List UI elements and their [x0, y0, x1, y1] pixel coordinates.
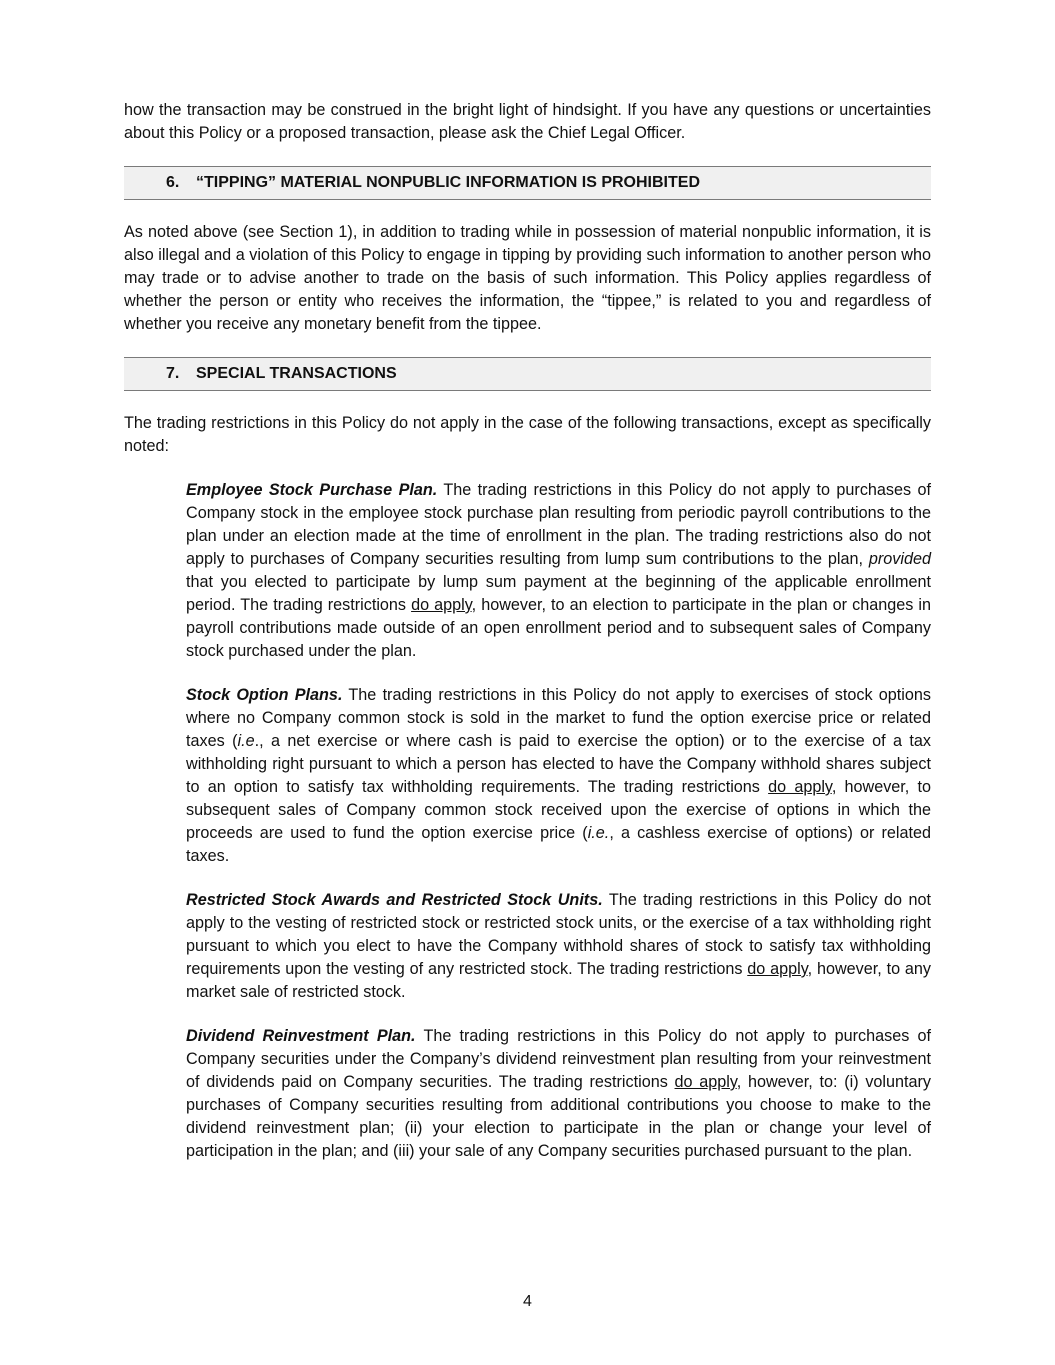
stock-options-ie-2: i.e.	[587, 824, 610, 842]
stock-options-text-1: The trading restrictions in this Policy do not apply to exercises of stock options where no Company common stock is sold in the market to fund the option exercise price or related taxes (	[186, 686, 931, 750]
dividend-reinvestment-text-2: , however, to: (i) voluntary purchases of Company securities resulting from additional contributions you choose to make to the dividend reinvestment plan; (ii) your election to participate in the plan or change your level of participation in the plan; and (iii) your sale of any Company securities purchased pursuant to the plan.	[186, 1073, 932, 1160]
section-6-number: 6.	[166, 174, 180, 191]
espp-paragraph	[186, 479, 931, 663]
section-7-body: The trading restrictions in this Policy do not apply in the case of the following transactions, except as specifically noted:	[124, 414, 931, 455]
espp-underline: do apply	[411, 596, 472, 614]
restricted-stock-paragraph	[186, 889, 931, 1004]
restricted-stock-text-1: The trading restrictions in this Policy do not apply to the vesting of restricted stock or restricted stock units, or the exercise of a tax withholding right pursuant to which you elect to have the Company withhold shares of stock to satisfy tax withholding requirements upon the vesting of any restricted stock. The trading restrictions	[186, 891, 931, 978]
espp-text-3: , however, to an election to participate in the plan or changes in payroll contributions made outside of an open enrollment period and to subsequent sales of Company stock purchased under the plan.	[186, 596, 931, 660]
restricted-stock-underline: do apply	[747, 960, 808, 978]
stock-options-ie-1: i.e	[237, 732, 255, 750]
restricted-stock-heading: Restricted Stock Awards and Restricted Stock Units.	[186, 891, 603, 909]
restricted-stock-text-2: , however, to any market sale of restricted stock.	[186, 960, 931, 1001]
section-7-title: SPECIAL TRANSACTIONS	[196, 365, 397, 382]
stock-options-heading: Stock Option Plans.	[186, 686, 343, 704]
intro-paragraph: how the transaction may be construed in the bright light of hindsight. If you have any questions or uncertainties about this Policy or a proposed transaction, please ask the Chief Legal Officer.	[124, 101, 931, 142]
stock-options-underline: do apply	[768, 778, 832, 796]
dividend-reinvestment-paragraph	[186, 1025, 931, 1163]
espp-italic: provided	[868, 550, 931, 568]
dividend-reinvestment-underline: do apply	[674, 1073, 737, 1091]
espp-text-1: The trading restrictions in this Policy do not apply to purchases of Company stock in the employee stock purchase plan resulting from periodic payroll contributions to the plan under an election made at the time of enrollment in the plan. The trading restrictions also do not apply to purchases of Company securities resulting from lump sum contributions to the plan,	[186, 481, 931, 568]
espp-heading: Employee Stock Purchase Plan.	[186, 481, 438, 499]
page-number: 4	[523, 1293, 532, 1310]
dividend-reinvestment-heading: Dividend Reinvestment Plan.	[186, 1027, 416, 1045]
section-6-title: “TIPPING” MATERIAL NONPUBLIC INFORMATION IS PROHIBITED	[196, 174, 700, 191]
section-7-number: 7.	[166, 365, 180, 382]
espp-text-2: that you elected to participate by lump sum payment at the beginning of the applicable enrollment period. The trading restrictions	[186, 573, 931, 614]
stock-options-text-2: ., a net exercise or where cash is paid to exercise the option) or to the exercise of a tax withholding right pursuant to which a person has elected to have the Company withhold shares subject to an option to satisfy tax withholding requirements. The trading restrictions	[186, 732, 931, 796]
section-6-heading	[124, 166, 931, 200]
dividend-reinvestment-text-1: The trading restrictions in this Policy do not apply to purchases of Company securities under the Company’s dividend reinvestment plan resulting from your reinvestment of dividends paid on Company securities. The trading restrictions	[186, 1027, 931, 1091]
section-7-heading	[124, 357, 931, 391]
stock-options-text-4: , a cashless exercise of options) or related taxes.	[186, 824, 932, 865]
section-6-body: As noted above (see Section 1), in addition to trading while in possession of material nonpublic information, it is also illegal and a violation of this Policy to engage in tipping by providing such information to another person who may trade or to advise another to trade on the basis of such information. This Policy applies regardless of whether the person or entity who receives the information, the “tippee,” is related to you and regardless of whether you receive any monetary benefit from the tippee.	[124, 223, 931, 333]
stock-options-text-3: , however, to subsequent sales of Company common stock received upon the exercise of options in which the proceeds are used to fund the option exercise price (	[186, 778, 931, 842]
stock-options-paragraph	[186, 684, 931, 868]
